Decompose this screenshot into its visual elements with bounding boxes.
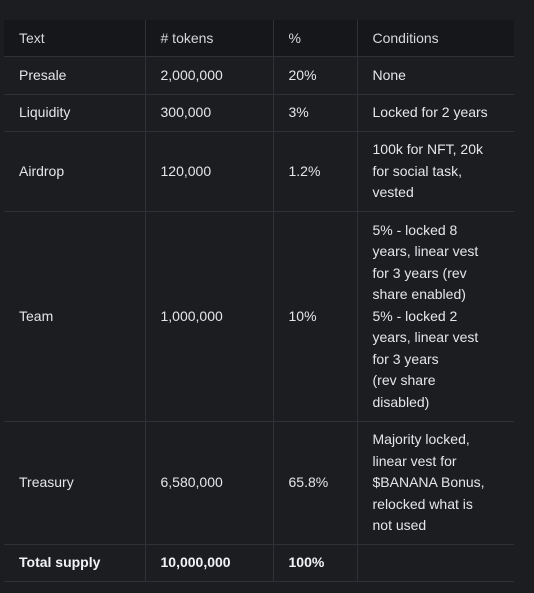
header-conditions: Conditions bbox=[357, 20, 514, 57]
cell-text: Treasury bbox=[4, 422, 145, 545]
cell-text: Team bbox=[4, 212, 145, 422]
cell-conditions bbox=[357, 212, 514, 422]
cell-text: Airdrop bbox=[4, 132, 145, 212]
condition-line: linear vest for bbox=[372, 452, 457, 469]
table-row bbox=[4, 132, 514, 212]
cell-tokens: 10,000,000 bbox=[145, 545, 273, 582]
cell-tokens: 2,000,000 bbox=[145, 57, 273, 95]
cell-text: Presale bbox=[4, 57, 145, 95]
condition-line: not used bbox=[372, 517, 427, 534]
condition-line: Majority locked, bbox=[372, 431, 470, 448]
condition-line: years, linear vest bbox=[372, 243, 479, 260]
condition-line: for 3 years bbox=[372, 350, 439, 367]
condition-line: years, linear vest bbox=[372, 329, 479, 346]
condition-line: disabled) bbox=[372, 393, 430, 410]
token-allocation-table-wrapper bbox=[4, 20, 514, 582]
cell-tokens: 300,000 bbox=[145, 95, 273, 132]
cell-conditions bbox=[357, 132, 514, 212]
header-percent: % bbox=[273, 20, 357, 57]
condition-line: share enabled) bbox=[372, 286, 466, 303]
table-header-row bbox=[4, 20, 514, 57]
cell-conditions bbox=[357, 422, 514, 545]
table-row bbox=[4, 95, 514, 132]
cell-percent: 3% bbox=[273, 95, 357, 132]
table-row bbox=[4, 212, 514, 422]
cell-text: Total supply bbox=[4, 545, 145, 582]
table-total-row bbox=[4, 545, 514, 582]
table-row bbox=[4, 422, 514, 545]
condition-line: relocked what is bbox=[372, 495, 473, 512]
cell-percent: 10% bbox=[273, 212, 357, 422]
cell-conditions bbox=[357, 57, 514, 95]
condition-line: 100k for NFT, 20k bbox=[372, 141, 483, 158]
cell-tokens: 6,580,000 bbox=[145, 422, 273, 545]
table-row bbox=[4, 57, 514, 95]
condition-line: 5% - locked 8 bbox=[372, 221, 458, 238]
header-text: Text bbox=[19, 30, 45, 46]
condition-line: vested bbox=[372, 184, 414, 201]
cell-conditions bbox=[357, 545, 514, 582]
condition-line: $BANANA Bonus, bbox=[372, 474, 485, 491]
cell-percent: 1.2% bbox=[273, 132, 357, 212]
cell-text: Liquidity bbox=[4, 95, 145, 132]
cell-tokens: 120,000 bbox=[145, 132, 273, 212]
cell-conditions bbox=[357, 95, 514, 132]
header-tokens: # tokens bbox=[145, 20, 273, 57]
token-allocation-table bbox=[4, 20, 514, 582]
cell-tokens: 1,000,000 bbox=[145, 212, 273, 422]
condition-line: (rev share bbox=[372, 372, 436, 389]
cell-percent: 20% bbox=[273, 57, 357, 95]
condition-line: for 3 years (rev bbox=[372, 264, 467, 281]
cell-percent: 100% bbox=[273, 545, 357, 582]
condition-line: for social task, bbox=[372, 162, 462, 179]
cell-percent: 65.8% bbox=[273, 422, 357, 545]
condition-line: Locked for 2 years bbox=[372, 104, 488, 121]
condition-line: 5% - locked 2 bbox=[372, 307, 458, 324]
condition-line: None bbox=[372, 66, 406, 83]
